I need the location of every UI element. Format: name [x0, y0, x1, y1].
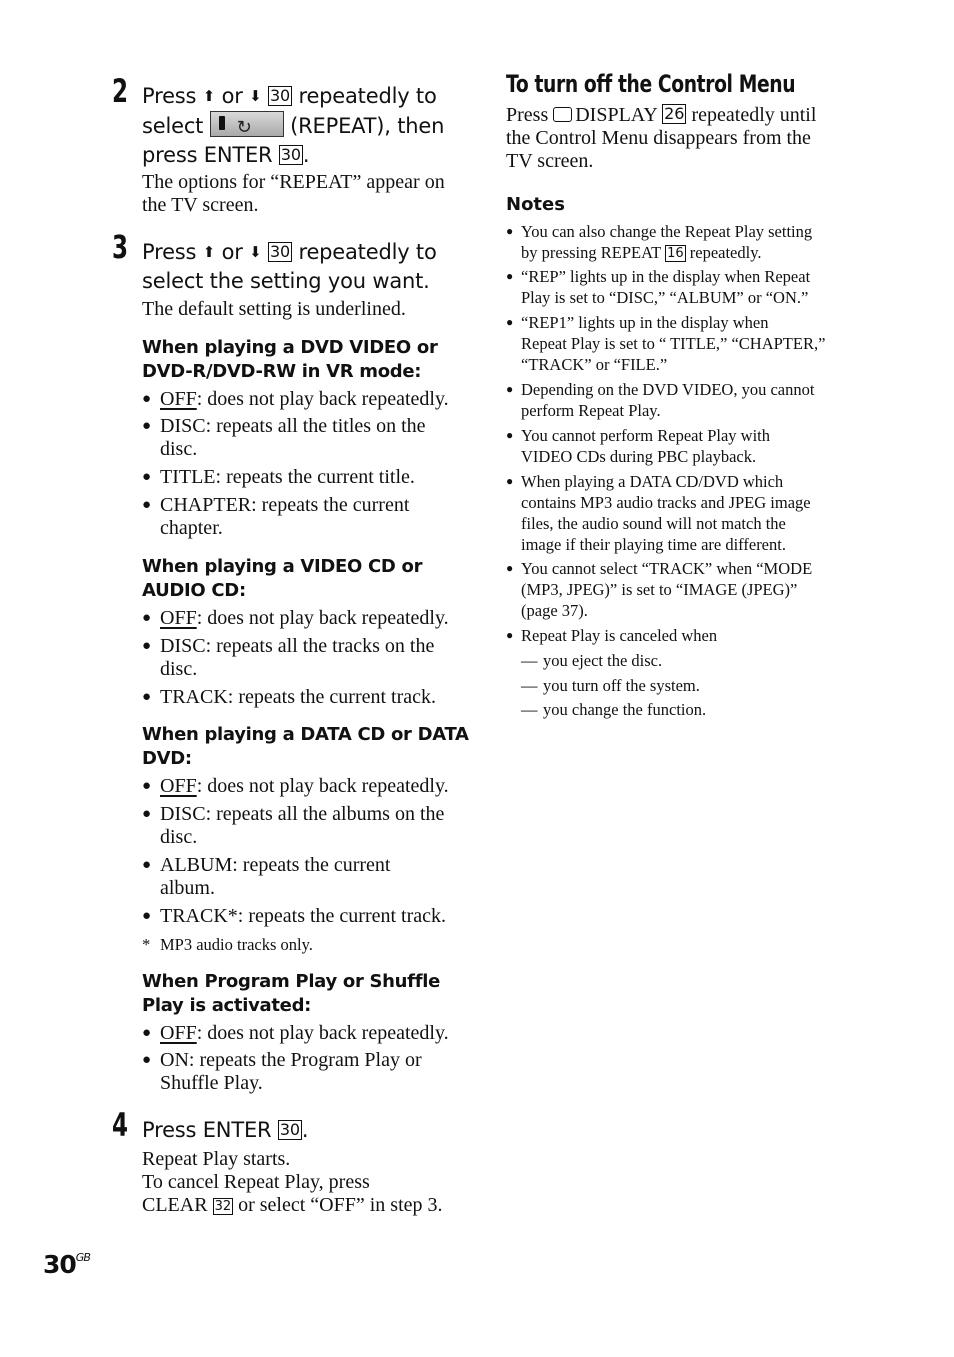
step-3-number: 3 [112, 228, 128, 266]
step-4-instruction: Press ENTER 30. [142, 1118, 309, 1142]
dvd-heading: When playing a DVD VIDEO or DVD-R/DVD-RW in VR mode: [142, 337, 438, 382]
control-menu-text: Press DISPLAY 26 repeatedly until the Control Menu disappears from the TV screen. [506, 104, 817, 172]
step-3-line-1: Press ⬆ or ⬇ 30 repeatedly to [142, 240, 437, 264]
step-2-line-2: select ↻ (REPEAT), then [142, 111, 444, 141]
step-2-number: 2 [112, 72, 128, 110]
page-number: $30^{GB}$ [43, 1250, 90, 1279]
step-2-instruction [142, 82, 444, 170]
button-ref-box: 32 [214, 1199, 232, 1214]
step-4-number: 4 [112, 1106, 128, 1144]
down-arrow-icon: ⬇ [249, 243, 262, 261]
button-ref-box: 16 [667, 246, 684, 261]
notes-heading: Notes [506, 194, 565, 215]
button-ref-box: 30 [280, 145, 301, 164]
display-icon [553, 107, 572, 122]
up-arrow-icon: ⬆ [202, 87, 216, 105]
button-ref-box: 30 [270, 86, 290, 105]
button-ref-box: 26 [664, 104, 685, 123]
vcd-heading: When playing a VIDEO CD or AUDIO CD: [142, 556, 423, 601]
footnote: * MP3 audio tracks only. [142, 935, 313, 954]
data-heading: When playing a DATA CD or DATA DVD: [142, 724, 469, 769]
repeat-icon: ↻ [210, 111, 284, 137]
button-ref-box: 30 [270, 242, 290, 261]
button-ref-box: 30 [279, 1120, 300, 1139]
step-3-instruction [142, 238, 437, 296]
step-4-description: Repeat Play starts. To cancel Repeat Play, press CLEAR 32 or select “OFF” in step 3. [142, 1148, 443, 1216]
up-arrow-icon: ⬆ [202, 243, 216, 261]
down-arrow-icon: ⬇ [249, 87, 262, 105]
step-3-line-2: select the setting you want. [142, 269, 430, 293]
step-2-line-3: press ENTER 30. [142, 143, 310, 167]
step-2-description: The options for “REPEAT” appear on the TV screen. [142, 171, 445, 216]
step-3-description: The default setting is underlined. [142, 298, 406, 320]
control-menu-heading: To turn off the Control Menu [506, 70, 796, 98]
program-heading: When Program Play or Shuffle Play is activated: [142, 971, 441, 1016]
step-2-line-1: Press ⬆ or ⬇ 30 repeatedly to [142, 84, 437, 108]
